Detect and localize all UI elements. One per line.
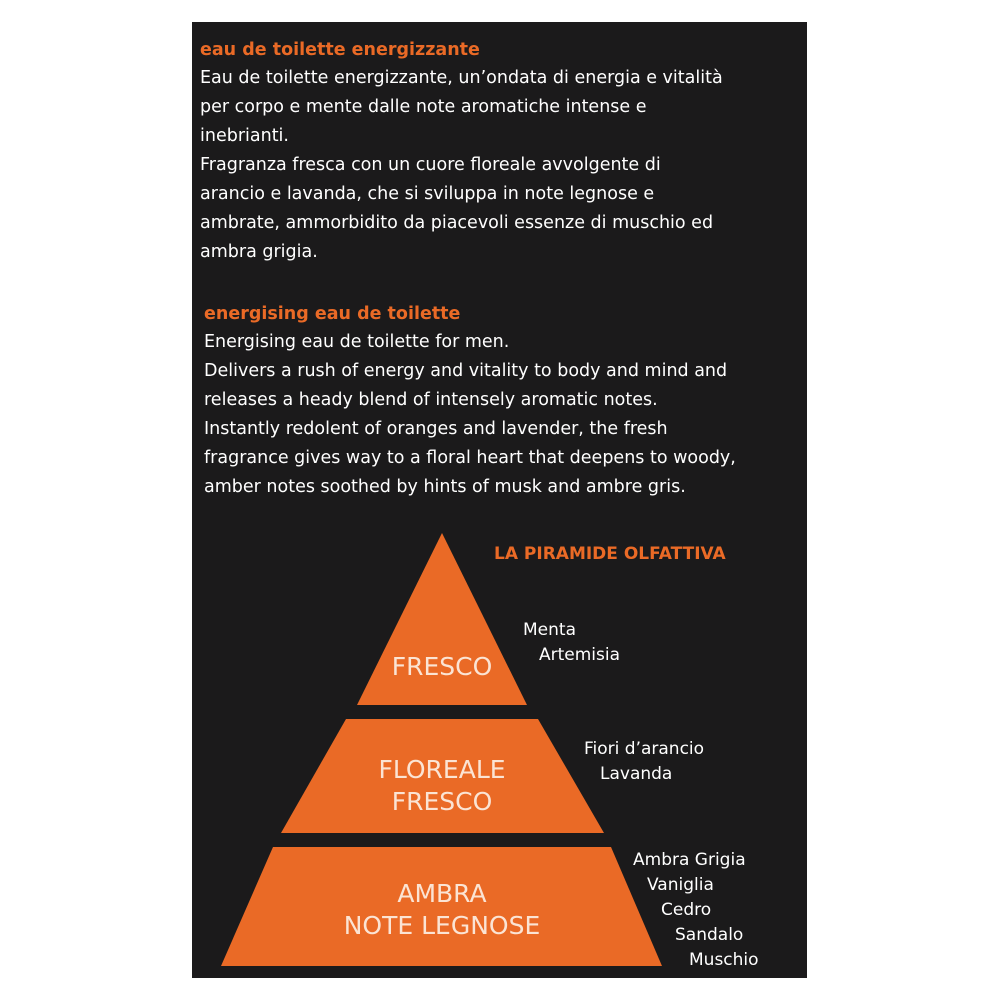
english-line: Delivers a rush of energy and vitality to body and mind and <box>204 361 728 381</box>
english-line: Instantly redolent of oranges and lavender, the fresh <box>204 419 668 439</box>
italian-line: Fragranza fresca con un cuore floreale avvolgente di <box>200 155 661 175</box>
note-item: Ambra Grigia <box>633 850 746 870</box>
note-item: Cedro <box>661 900 712 920</box>
tier-label-line: FRESCO <box>391 652 493 681</box>
italian-line: per corpo e mente dalle note aromatiche intense e <box>200 97 647 117</box>
english-line: Energising eau de toilette for men. <box>204 332 510 352</box>
note-item: Fiori d’arancio <box>584 739 705 759</box>
english-line: amber notes soothed by hints of musk and ambre gris. <box>204 477 686 497</box>
pyramid-title: LA PIRAMIDE OLFATTIVA <box>494 544 726 564</box>
note-item: Sandalo <box>675 925 744 945</box>
italian-line: ambra grigia. <box>200 242 318 262</box>
note-item: Menta <box>523 620 576 640</box>
note-item: Artemisia <box>539 645 621 665</box>
olfactory-pyramid <box>192 22 807 978</box>
english-line: fragrance gives way to a floral heart that deepens to woody, <box>204 448 736 468</box>
tier-label-middle <box>292 754 592 818</box>
note-item: Vaniglia <box>647 875 714 895</box>
tier-label-line: AMBRA <box>397 879 487 908</box>
note-item: Lavanda <box>600 764 673 784</box>
notes-bottom-tier <box>633 848 759 973</box>
english-heading: energising eau de toilette <box>204 304 461 324</box>
tier-label-line: FLOREALE <box>378 755 506 784</box>
italian-line: Eau de toilette energizzante, un’ondata di energia e vitalità <box>200 68 723 88</box>
notes-top-tier <box>523 618 620 668</box>
tier-label-top <box>357 651 527 683</box>
tier-label-bottom <box>252 878 632 942</box>
italian-line: inebrianti. <box>200 126 289 146</box>
italian-line: arancio e lavanda, che si sviluppa in note legnose e <box>200 184 655 204</box>
english-line: releases a heady blend of intensely aromatic notes. <box>204 390 658 410</box>
tier-label-line: FRESCO <box>391 787 493 816</box>
note-item: Muschio <box>689 950 759 970</box>
packaging-panel <box>192 22 807 978</box>
tier-label-line: NOTE LEGNOSE <box>343 911 541 940</box>
italian-heading: eau de toilette energizzante <box>200 40 480 60</box>
notes-middle-tier <box>584 737 704 787</box>
italian-line: ambrate, ammorbidito da piacevoli essenze di muschio ed <box>200 213 714 233</box>
